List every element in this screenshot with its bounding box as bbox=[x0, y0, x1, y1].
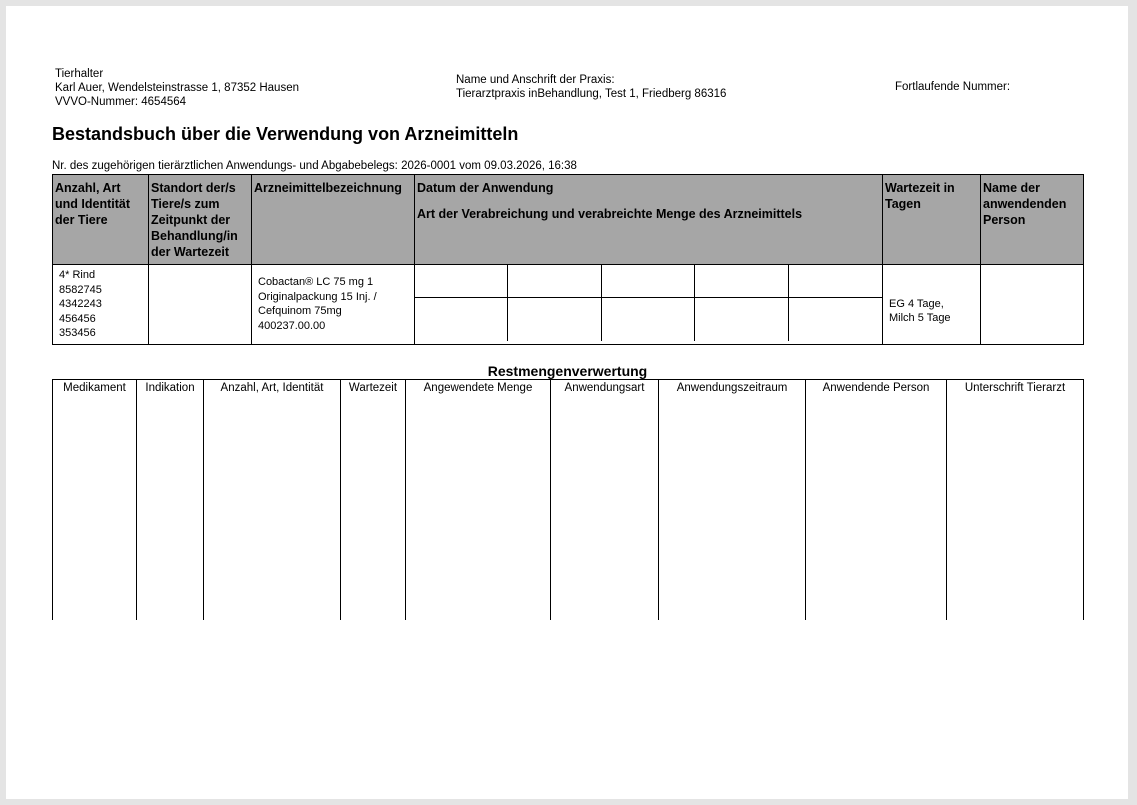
anwendung-subcell bbox=[695, 298, 788, 341]
rest-header-person: Anwendende Person bbox=[806, 380, 947, 621]
beleg-reference: Nr. des zugehörigen tierärztlichen Anwendungs- und Abgabebelegs: 2026-0001 vom 09.03.2026, 16:38 bbox=[52, 160, 577, 172]
header-verabreichung-label: Art der Verabreichung und verabreichte Menge des Arzneimittels bbox=[417, 207, 803, 221]
header-wartezeit: Wartezeit in Tagen bbox=[883, 175, 981, 265]
cell-anwendung-grid bbox=[415, 265, 883, 345]
cell-standort bbox=[149, 265, 252, 345]
cell-wartezeit bbox=[883, 265, 981, 345]
arzneimittel-line: Originalpackung 15 Inj. / bbox=[258, 290, 377, 303]
tierhalter-block bbox=[55, 67, 299, 109]
rest-header-unterschrift: Unterschrift Tierarzt bbox=[947, 380, 1084, 621]
tiere-line: 353456 bbox=[59, 327, 96, 339]
table-row bbox=[53, 265, 1084, 345]
anwendung-subcell bbox=[415, 298, 508, 341]
tiere-line: 4* Rind bbox=[59, 269, 96, 281]
header-standort: Standort der/s Tiere/s zum Zeitpunkt der Behandlung/in der Wartezeit bbox=[149, 175, 252, 265]
header-person: Name der anwendenden Person bbox=[981, 175, 1084, 265]
tierhalter-label: Tierhalter bbox=[55, 68, 104, 80]
tiere-line: 4342243 bbox=[59, 298, 102, 310]
praxis-label: Name und Anschrift der Praxis: bbox=[456, 74, 615, 86]
anwendung-subcell bbox=[602, 298, 695, 341]
anwendung-subcell bbox=[695, 265, 788, 298]
rest-header-anzahl: Anzahl, Art, Identität bbox=[204, 380, 341, 621]
arzneimittel-line: 400237.00.00 bbox=[258, 319, 326, 332]
arzneimittel-line: Cefquinom 75mg bbox=[258, 305, 342, 318]
tierhalter-name: Karl Auer, Wendelsteinstrasse 1, 87352 Hausen bbox=[55, 82, 299, 94]
anwendung-subcell bbox=[508, 265, 601, 298]
rest-header-medikament: Medikament bbox=[53, 380, 137, 621]
cell-tiere bbox=[53, 265, 149, 345]
anwendung-subcell bbox=[508, 298, 601, 341]
anwendung-subcell bbox=[789, 265, 882, 298]
restmengen-table bbox=[52, 379, 1084, 620]
header-tiere: Anzahl, Art und Identität der Tiere bbox=[53, 175, 149, 265]
praxis-block bbox=[456, 73, 726, 101]
praxis-value: Tierarztpraxis inBehandlung, Test 1, Friedberg 86316 bbox=[456, 88, 727, 100]
cell-arzneimittel bbox=[252, 265, 415, 345]
rest-header-indikation: Indikation bbox=[137, 380, 204, 621]
header-datum bbox=[415, 175, 883, 265]
tiere-line: 8582745 bbox=[59, 283, 102, 296]
vvvo-number: VVVO-Nummer: 4654564 bbox=[55, 96, 187, 108]
header-datum-label: Datum der Anwendung bbox=[417, 181, 554, 195]
wartezeit-line: Milch 5 Tage bbox=[889, 312, 951, 325]
anwendung-subcell bbox=[789, 298, 882, 341]
tiere-line: 456456 bbox=[59, 312, 96, 325]
rest-header-anwendungsart: Anwendungsart bbox=[551, 380, 659, 621]
rest-header-wartezeit: Wartezeit bbox=[341, 380, 406, 621]
anwendung-subcell bbox=[415, 265, 508, 298]
rest-header-menge: Angewendete Menge bbox=[406, 380, 551, 621]
bestandsbuch-table bbox=[52, 174, 1084, 345]
header-arzneimittel: Arzneimittelbezeichnung bbox=[252, 175, 415, 265]
page-title: Bestandsbuch über die Verwendung von Arzneimitteln bbox=[52, 124, 519, 144]
fortlaufende-nummer: Fortlaufende Nummer: bbox=[895, 81, 1011, 93]
wartezeit-line: EG 4 Tage, bbox=[889, 297, 944, 310]
anwendung-subcell bbox=[602, 265, 695, 298]
arzneimittel-line: Cobactan® LC 75 mg 1 bbox=[258, 276, 374, 289]
cell-person bbox=[981, 265, 1084, 345]
document-page bbox=[6, 6, 1128, 799]
rest-title: Restmengenverwertung bbox=[487, 363, 648, 379]
rest-header-zeitraum: Anwendungszeitraum bbox=[659, 380, 806, 621]
